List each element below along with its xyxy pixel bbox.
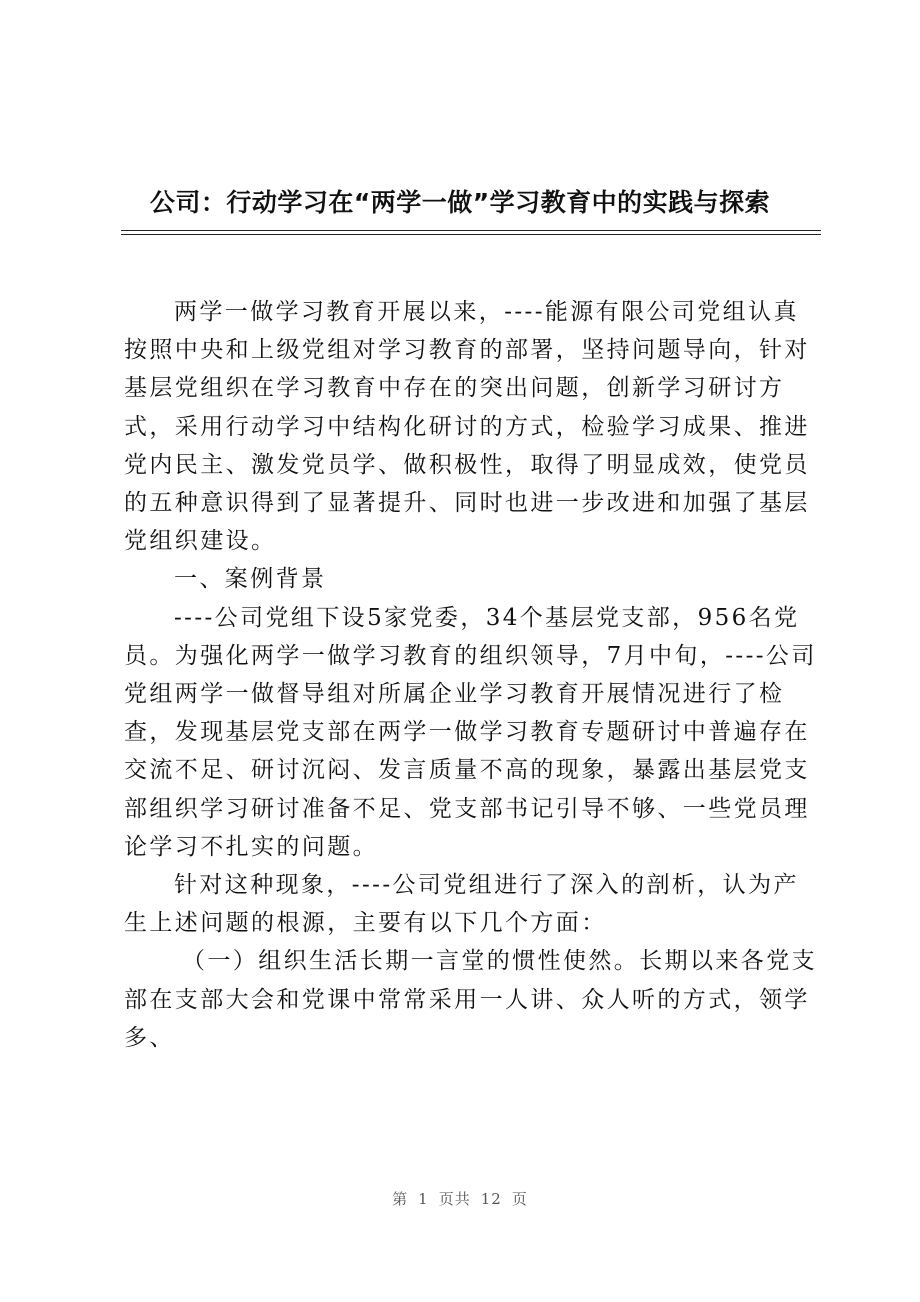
page-footer	[0, 1188, 920, 1209]
title-underline-top	[121, 230, 821, 231]
footer-label-of: 页共	[438, 1190, 471, 1208]
footer-total-pages: 12	[480, 1190, 502, 1208]
paragraph-intro: 两学一做学习教育开展以来，----能源有限公司党组认真按照中央和上级党组对学习教育的部署，坚持问题导向，针对基层党组织在学习教育中存在的突出问题，创新学习研讨方式，采用行动学习中结构化研讨的方式，检验学习成果、推进党内民主、激发党员学、做积极性，取得了明显成效，使党员的五种意识得到了显著提升、同时也进一步改进和加强了基层党组织建设。	[124, 299, 810, 555]
footer-label-pages: 页	[511, 1190, 528, 1208]
footer-page-number: 1	[418, 1190, 429, 1208]
document-body	[124, 293, 824, 1057]
footer-label-page: 第	[392, 1190, 409, 1208]
document-title: 公司：行动学习在“两学一做”学习教育中的实践与探索	[149, 188, 771, 217]
paragraph-analysis: 针对这种现象，----公司党组进行了深入的剖析，认为产生上述问题的根源，主要有以下几个方面：	[124, 872, 799, 937]
paragraph-reason-one: （一）组织生活长期一言堂的惯性使然。长期以来各党支部在支部大会和党课中常常采用一人讲、众人听的方式，领学多、	[124, 948, 817, 1051]
title-underline-bottom	[121, 234, 821, 235]
paragraph-background: ----公司党组下设5家党委，34个基层党支部，956名党员。为强化两学一做学习教育的组织领导，7月中旬，----公司党组两学一做督导组对所属企业学习教育开展情况进行了检查，发现基层党支部在两学一做学习教育专题研讨中普遍存在交流不足、研讨沉闷、发言质量不高的现象，暴露出基层党支部组织学习研讨准备不足、党支部书记引导不够、一些党员理论学习不扎实的问题。	[124, 604, 817, 860]
section-heading-background: 一、案例背景	[174, 566, 327, 593]
